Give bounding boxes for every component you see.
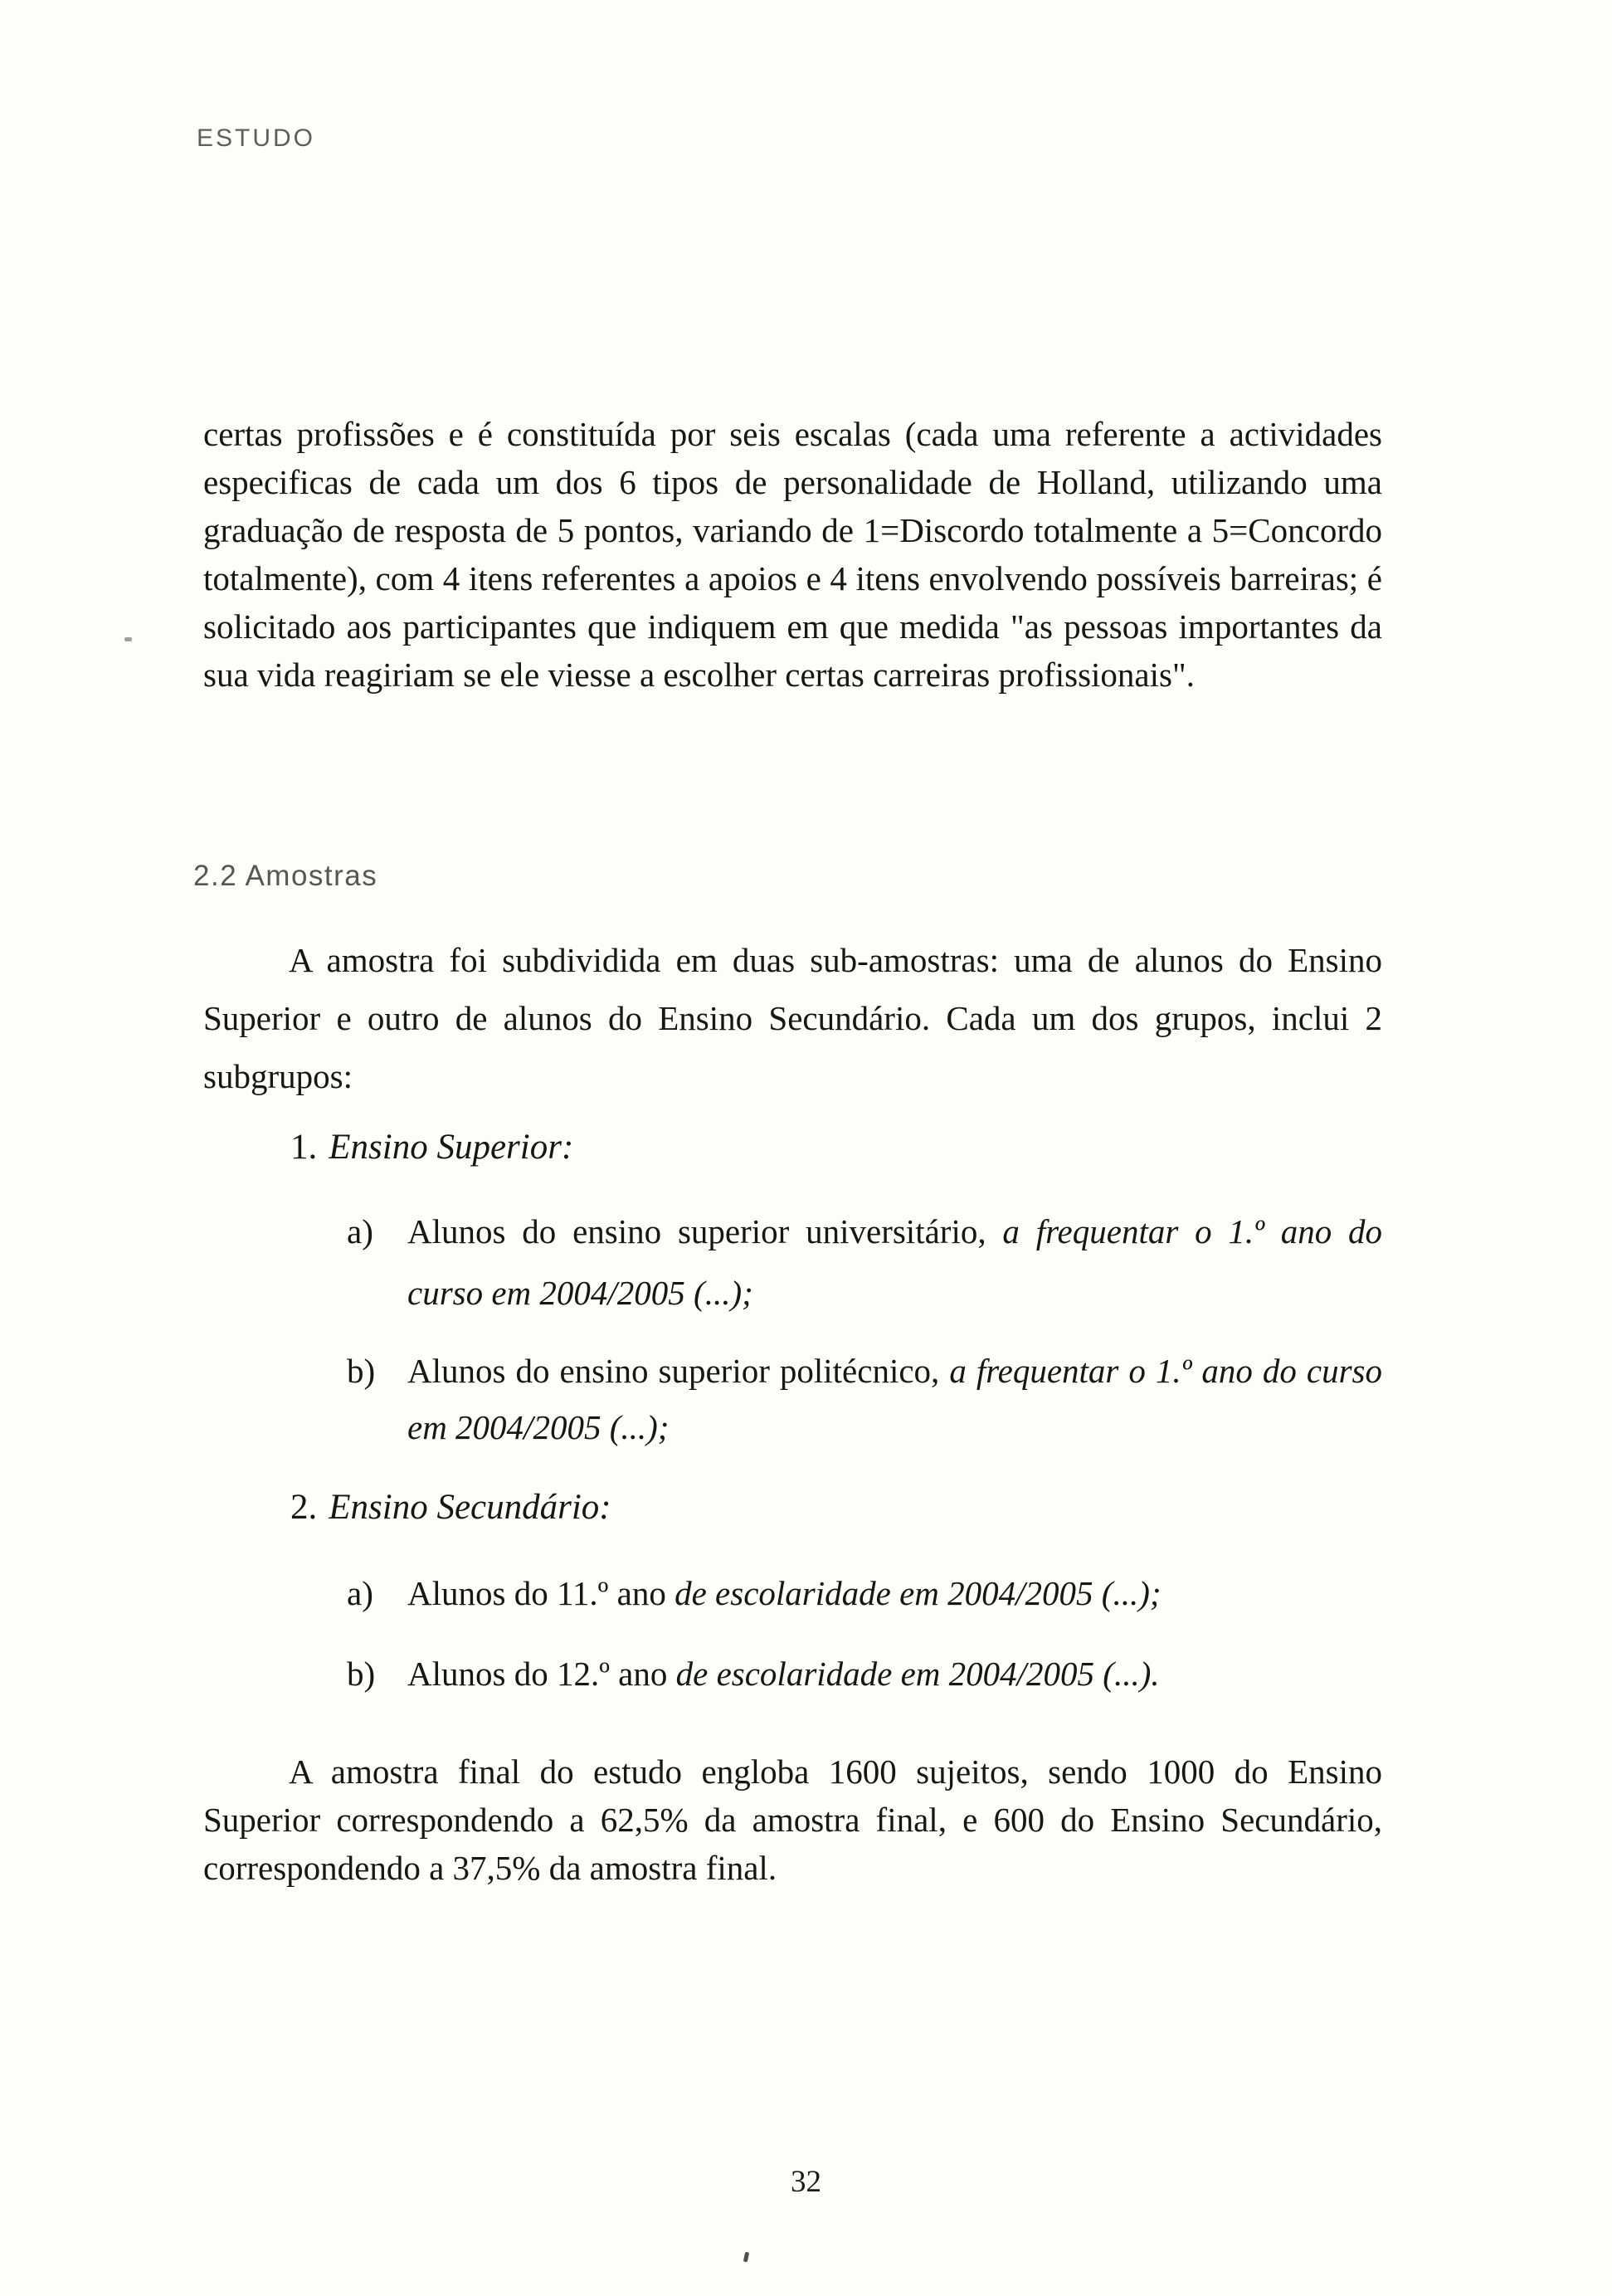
item-text [407, 1645, 1382, 1702]
scan-artifact-speck [124, 637, 132, 641]
paragraph-sample-intro: A amostra foi subdividida em duas sub-amostras: uma de alunos do Ensino Superior e outro de alunos do Ensino Secundário. Cada um dos grupos, inclui 2 subgrupos: [203, 941, 1382, 1095]
section-heading-amostras: 2.2 Amostras [193, 860, 378, 892]
list-title: Ensino Superior: [329, 1128, 574, 1167]
list-item-1b [347, 1343, 1382, 1455]
item-text [407, 1201, 1382, 1323]
list-item-1a [347, 1201, 1382, 1323]
list-number: 2. [290, 1488, 318, 1527]
item-text [407, 1343, 1382, 1455]
list-number: 1. [290, 1128, 318, 1167]
running-header: ESTUDO [197, 124, 316, 152]
item-marker: b) [347, 1655, 376, 1693]
scan-artifact-speck [743, 2252, 749, 2263]
item-text-normal: Alunos do ensino superior universitário, [407, 1212, 1003, 1250]
item-marker: a) [347, 1212, 373, 1250]
item-text-normal: Alunos do 11.º ano [407, 1574, 675, 1612]
paragraph-closing-sample-size: A amostra final do estudo engloba 1600 sujeitos, sendo 1000 do Ensino Superior correspondendo a 62,5% da amostra final, e 600 do Ensino Secundário, correspondendo a 37,5% da amostra final. [203, 1752, 1382, 1887]
list-heading-ensino-secundario [290, 1487, 611, 1528]
item-text-italic: de escolaridade em 2004/2005 (...); [675, 1574, 1162, 1612]
item-text-italic: de escolaridade em 2004/2005 (...). [675, 1655, 1160, 1693]
item-text-italic: a frequentar o 1.º ano do curso em 2004/2005 (...); [407, 1212, 1383, 1312]
item-text [407, 1565, 1382, 1621]
list-title: Ensino Secundário: [329, 1488, 611, 1527]
list-item-2b [347, 1645, 1382, 1702]
page-number: 32 [791, 2165, 821, 2199]
item-marker: a) [347, 1574, 373, 1612]
item-marker: b) [347, 1352, 376, 1390]
list-item-2a [347, 1565, 1382, 1621]
paragraph-scale-description: certas profissões e é constituída por seis escalas (cada uma referente a actividades especificas de cada um dos 6 tipos de personalidade de Holland, utilizando uma graduação de resposta de 5 pontos, variando de 1=Discordo totalmente a 5=Concordo totalmente), com 4 itens referentes a apoios e 4 itens envolvendo possíveis barreiras; é solicitado aos participantes que indiquem em que medida "as pessoas importantes da sua vida reagiriam se ele viesse a escolher certas carreiras profissionais". [203, 415, 1382, 694]
item-text-normal: Alunos do ensino superior politécnico, [407, 1352, 950, 1390]
item-text-italic: a frequentar o 1.º ano do curso em 2004/2005 (...); [407, 1352, 1383, 1446]
list-heading-ensino-superior [290, 1127, 573, 1167]
item-text-normal: Alunos do 12.º ano [407, 1655, 676, 1693]
